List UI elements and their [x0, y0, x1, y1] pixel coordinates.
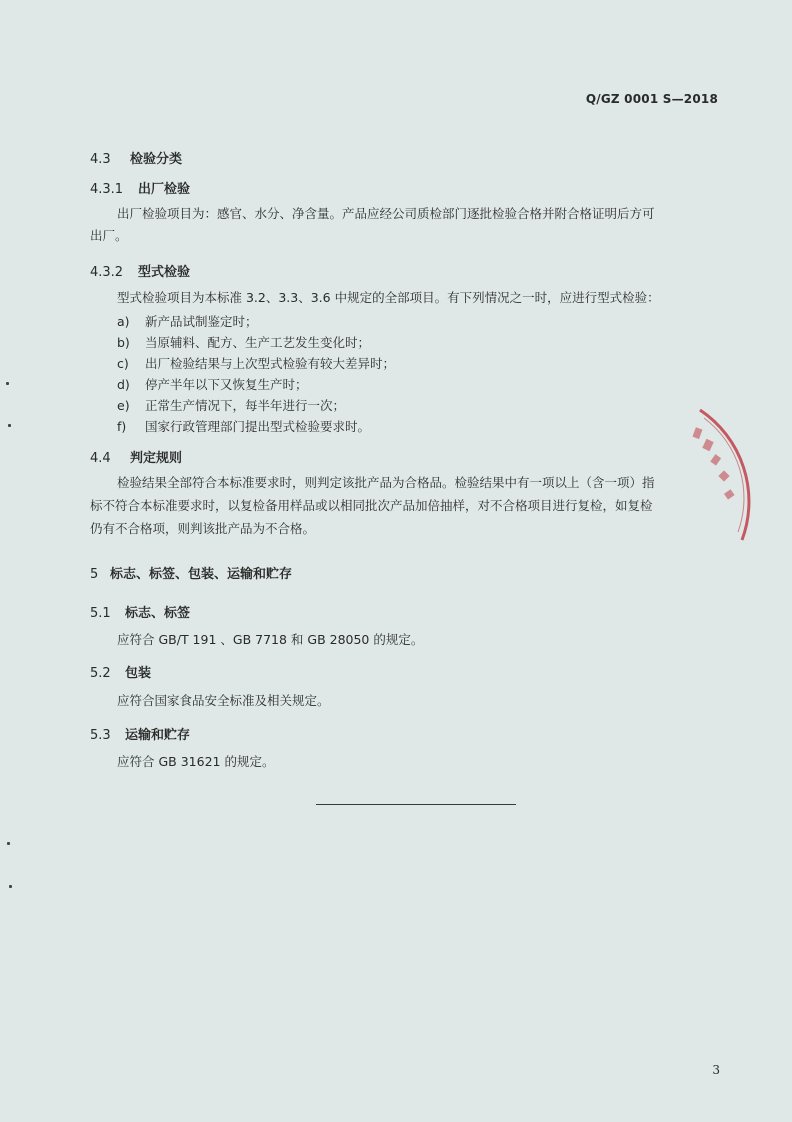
heading-5-3 — [90, 724, 190, 743]
scan-speck — [6, 382, 9, 385]
list-item: f) 国家行政管理部门提出型式检验要求时。 — [117, 419, 371, 434]
section-title: 包装 — [125, 666, 152, 681]
section-number: 4.3 — [90, 152, 111, 167]
paragraph-4-3-2-intro: 型式检验项目为本标准 3.2、3.3、3.6 中规定的全部项目。有下列情况之一时，应进行型式检验： — [117, 290, 660, 305]
heading-4-3-1 — [90, 178, 190, 197]
section-number: 4.4 — [90, 451, 111, 466]
section-title: 判定规则 — [130, 451, 183, 466]
paragraph-5-3: 应符合 GB 31621 的规定。 — [117, 754, 275, 769]
type-inspection-conditions-list — [117, 311, 395, 437]
heading-4-3-2 — [90, 261, 190, 280]
list-item: d) 停产半年以下又恢复生产时； — [117, 377, 308, 392]
section-number: 5.3 — [90, 728, 111, 743]
paragraph-4-3-1-line2: 出厂。 — [90, 228, 128, 243]
section-title: 标志、标签、包装、运输和贮存 — [110, 567, 293, 582]
end-divider — [316, 804, 516, 805]
list-item: c) 出厂检验结果与上次型式检验有较大差异时； — [117, 356, 396, 371]
section-title: 检验分类 — [130, 152, 183, 167]
paragraph-4-4-line1: 检验结果全部符合本标准要求时，则判定该批产品为合格品。检验结果中有一项以上（含一项）指 — [117, 475, 655, 490]
heading-5-1 — [90, 602, 190, 621]
heading-4-4 — [90, 447, 182, 466]
section-number: 5.1 — [90, 606, 111, 621]
paragraph-4-3-1-line1: 出厂检验项目为：感官、水分、净含量。产品应经公司质检部门逐批检验合格并附合格证明后方可 — [117, 206, 655, 221]
section-title: 型式检验 — [138, 265, 191, 280]
scan-speck — [8, 424, 11, 427]
paragraph-4-4-line2: 标不符合本标准要求时，以复检备用样品或以相同批次产品加倍抽样，对不合格项目进行复检，如复检 — [90, 498, 653, 513]
heading-5-2 — [90, 662, 151, 681]
section-number: 4.3.2 — [90, 265, 124, 280]
scan-speck — [7, 842, 10, 845]
standard-code: Q/GZ 0001 S—2018 — [585, 92, 718, 106]
section-number: 5.2 — [90, 666, 111, 681]
list-item: a) 新产品试制鉴定时； — [117, 314, 258, 329]
list-item: e) 正常生产情况下，每半年进行一次； — [117, 398, 346, 413]
section-number: 4.3.1 — [90, 182, 124, 197]
list-item: b) 当原辅料、配方、生产工艺发生变化时； — [117, 335, 371, 350]
paragraph-5-2: 应符合国家食品安全标准及相关规定。 — [117, 693, 330, 708]
section-title: 出厂检验 — [138, 182, 191, 197]
scan-speck — [9, 885, 12, 888]
seal-stamp — [680, 400, 760, 550]
heading-4-3 — [90, 148, 182, 167]
section-number: 5 — [90, 567, 99, 582]
page-number: 3 — [712, 1063, 720, 1077]
paragraph-5-1: 应符合 GB/T 191 、GB 7718 和 GB 28050 的规定。 — [117, 632, 424, 647]
heading-5 — [90, 563, 292, 582]
section-title: 运输和贮存 — [125, 728, 191, 743]
paragraph-4-4-line3: 仍有不合格项，则判该批产品为不合格。 — [90, 521, 316, 536]
section-title: 标志、标签 — [125, 606, 191, 621]
